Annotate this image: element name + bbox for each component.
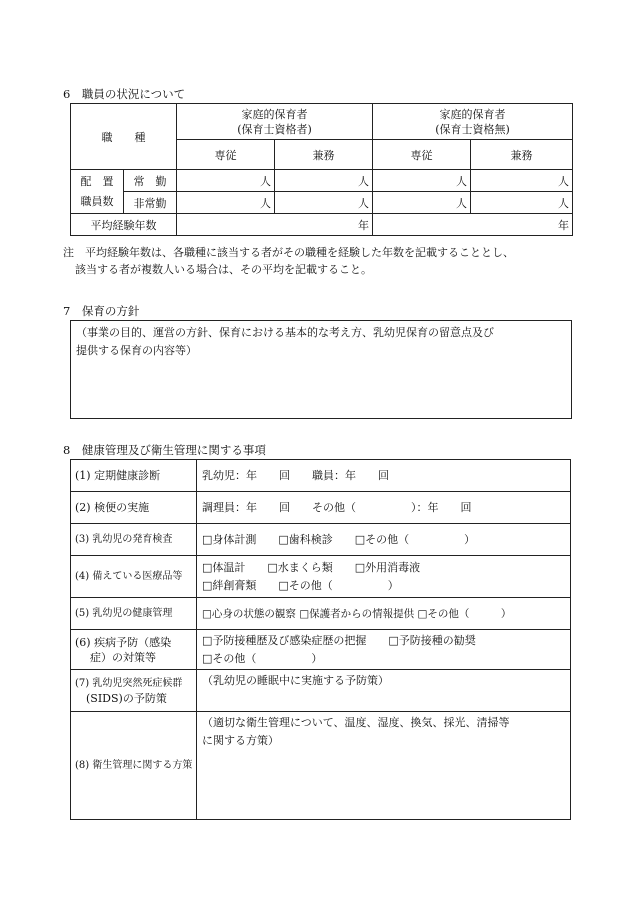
row6-label [71,630,197,670]
job-type-header: 職 種 [71,104,177,170]
cell-unit: 人 [275,170,373,192]
sub-header-kenmu-2: 兼務 [471,140,573,170]
row6-content[interactable] [197,630,571,670]
haichi-line2: 職員数 [80,194,114,208]
row4-line1: □体温計 □水まくら類 □外用消毒液 [202,560,421,574]
row8-line2: に関する方策） [202,734,279,747]
row7-label-line2: (SIDS)の予防策 [86,691,167,705]
cell-unit: 人 [373,170,471,192]
policy-line1: （事業の目的、運営の方針、保育における基本的な考え方、乳幼児保育の留意点及び [76,326,494,339]
cell-unit: 人 [177,170,275,192]
row3-label: (3) 乳幼児の発育検査 [71,524,197,556]
row4-line2: □絆創膏類 □その他（ ） [202,578,399,592]
row4-content[interactable] [197,556,571,598]
cell-year-unit: 年 [177,214,373,236]
row4-label: (4) 備えている医療品等 [71,556,197,598]
sub-header-senju-1: 専従 [177,140,275,170]
col-unqualified-header [373,104,573,140]
staff-table [70,103,573,236]
parttime-label: 非常勤 [124,192,177,214]
cell-unit: 人 [471,192,573,214]
row6-line1: □予防接種歴及び感染症歴の把握 □予防接種の勧奨 [202,633,476,647]
row7-label [71,670,197,712]
row8-label: (8) 衛生管理に関する方策 [71,712,197,820]
cell-unit: 人 [275,192,373,214]
row5-content[interactable]: □心身の状態の観察 □保護者からの情報提供 □その他（ ） [197,598,571,630]
section6-title: 6 職員の状況について [63,87,186,101]
row7-content[interactable]: （乳幼児の睡眠中に実施する予防策） [197,670,571,712]
row8-line1: （適切な衛生管理について、温度、湿度、換気、採光、清掃等 [202,716,510,729]
col-qualified-header [177,104,373,140]
note-line2: 該当する者が複数人いる場合は、その平均を記載すること。 [75,263,372,276]
cell-unit: 人 [177,192,275,214]
col-qualified-line2: (保育士資格者) [237,122,312,136]
section7-title: 7 保育の方針 [63,304,140,318]
policy-line2: 提供する保育の内容等） [76,344,197,357]
sub-header-kenmu-1: 兼務 [275,140,373,170]
cell-unit: 人 [373,192,471,214]
section8-title: 8 健康管理及び衛生管理に関する事項 [63,443,266,457]
col-unqualified-line2: (保育士資格無) [435,122,510,136]
row8-content[interactable] [197,712,571,820]
health-table [70,459,571,820]
row1-label: (1) 定期健康診断 [71,460,197,492]
row7-label-line1: (7) 乳幼児突然死症候群 [75,677,183,689]
cell-year-unit: 年 [373,214,573,236]
fulltime-label: 常 勤 [124,170,177,192]
note-line1: 注 平均経験年数は、各職種に該当する者がその職種を経験した年数を記載することとし、 [63,246,514,259]
avg-years-label: 平均経験年数 [71,214,177,236]
row2-content[interactable]: 調理員：年 回 その他（ ）：年 回 [197,492,571,524]
policy-box[interactable] [70,320,572,419]
row6-line2: □その他（ ） [202,651,323,665]
sub-header-senju-2: 専従 [373,140,471,170]
col-unqualified-line1: 家庭的保育者 [439,107,506,121]
row6-label-line1: (6) 疾病予防（感染 [75,635,172,649]
row5-label: (5) 乳幼児の健康管理 [71,598,197,630]
row1-content[interactable]: 乳幼児：年 回 職員：年 回 [197,460,571,492]
row2-label: (2) 検便の実施 [71,492,197,524]
row3-content[interactable]: □身体計測 □歯科検診 □その他（ ） [197,524,571,556]
haichi-header [71,170,124,214]
row6-label-line2: 症）の対策等 [90,650,156,664]
cell-unit: 人 [471,170,573,192]
col-qualified-line1: 家庭的保育者 [241,107,308,121]
haichi-line1: 配 置 [80,174,114,188]
